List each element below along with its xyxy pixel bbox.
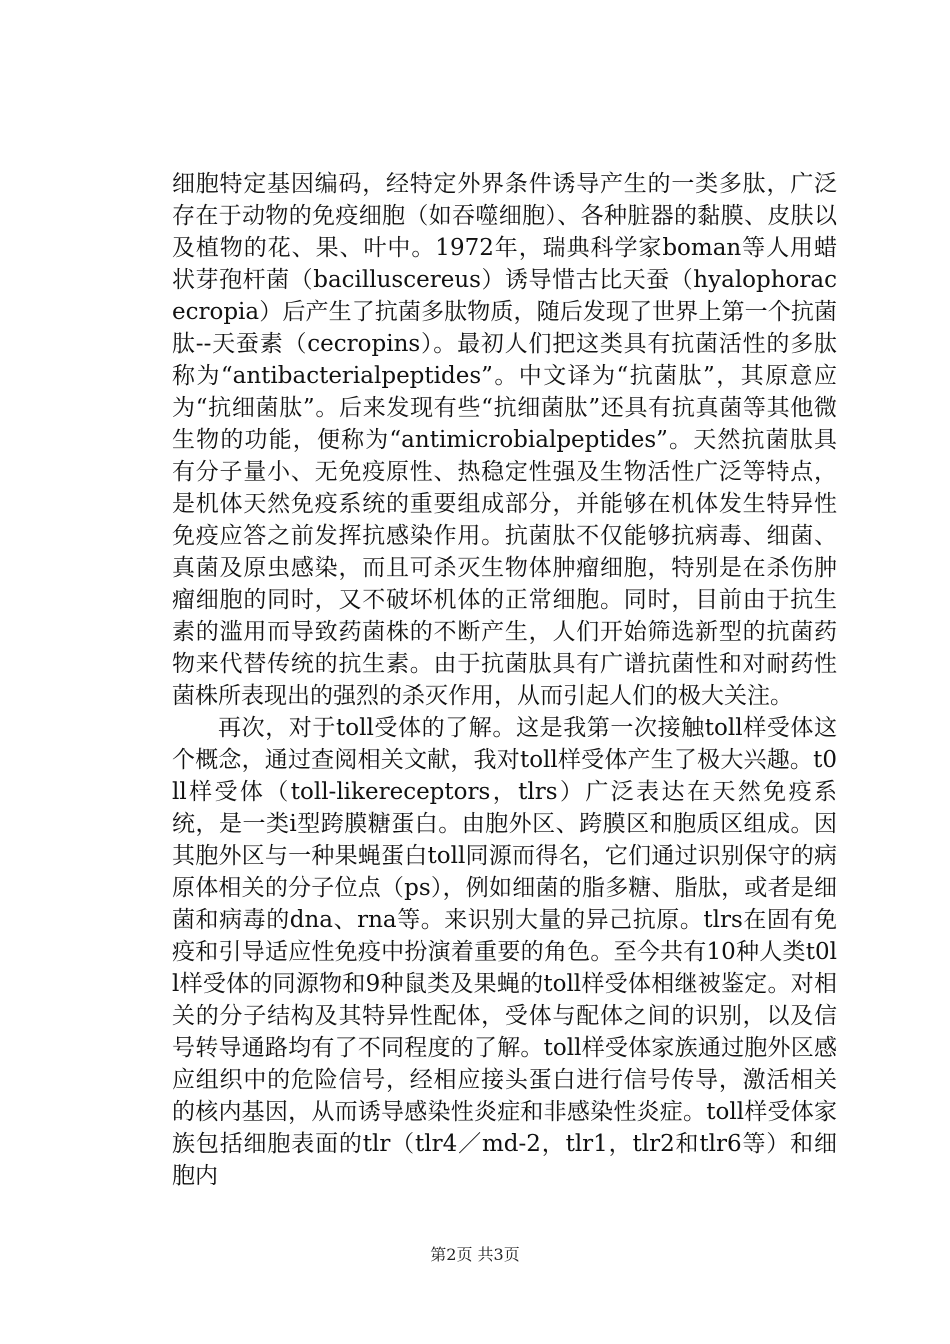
page-footer: 第2页 共3页 — [430, 1245, 520, 1264]
paragraph-antimicrobial-peptides: 细胞特定基因编码，经特定外界条件诱导产生的一类多肽，广泛存在于动物的免疫细胞（如吞噬细胞）、各种脏器的黏膜、皮肤以及植物的花、果、叶中。1972年，瑞典科学家boman等人用蜡状芽孢杆菌（bacilluscereus）诱导惜古比天蚕（hyalophoracecropia）后产生了抗菌多肽物质，随后发现了世界上第一个抗菌肽--天蚕素（cecropins）。最初人们把这类具有抗菌活性的多肽称为“antibacterialpeptides”。中文译为“抗菌肽”，其原意应为“抗细菌肽”。后来发现有些“抗细菌肽”还具有抗真菌等其他微生物的功能，便称为“antimicrobialpeptides”。天然抗菌肽具有分子量小、无免疫原性、热稳定性强及生物活性广泛等特点，是机体天然免疫系统的重要组成部分，并能够在机体发生特异性免疫应答之前发挥抗感染作用。抗菌肽不仅能够抗病毒、细菌、真菌及原虫感染，而且可杀灭生物体肿瘤细胞，特别是在杀伤肿瘤细胞的同时，又不破坏机体的正常细胞。同时，目前由于抗生素的滥用而导致药菌株的不断产生，人们开始筛选新型的抗菌药物来代替传统的抗生素。由于抗菌肽具有广谱抗菌性和对耐药性菌株所表现出的强烈的杀灭作用，从而引起人们的极大关注。 — [172, 171, 837, 709]
paragraph-toll-receptors: 再次，对于toll受体的了解。这是我第一次接触toll样受体这个概念，通过查阅相关文献，我对toll样受体产生了极大兴趣。t0ll样受体（toll-likereceptors，tlrs）广泛表达在天然免疫系统，是一类i型跨膜糖蛋白。由胞外区、跨膜区和胞质区组成。因其胞外区与一种果蝇蛋白toll同源而得名，它们通过识别保守的病原体相关的分子位点（ps），例如细菌的脂多糖、脂肽，或者是细菌和病毒的dna、rna等。来识别大量的异己抗原。tlrs在固有免疫和引导适应性免疫中扮演着重要的角色。至今共有10种人类t0ll样受体的同源物和9种鼠类及果蝇的toll样受体相继被鉴定。对相关的分子结构及其特异性配体，受体与配体之间的识别，以及信号转导通路均有了不同程度的了解。toll样受体家族通过胞外区感应组织中的危险信号，经相应接头蛋白进行信号传导，激活相关的核内基因，从而诱导感染性炎症和非感染性炎症。toll样受体家族包括细胞表面的tlr（tlr4／md-2，tlr1，tlr2和tlr6等）和细胞内 — [172, 715, 837, 1189]
document-body — [172, 168, 837, 1192]
